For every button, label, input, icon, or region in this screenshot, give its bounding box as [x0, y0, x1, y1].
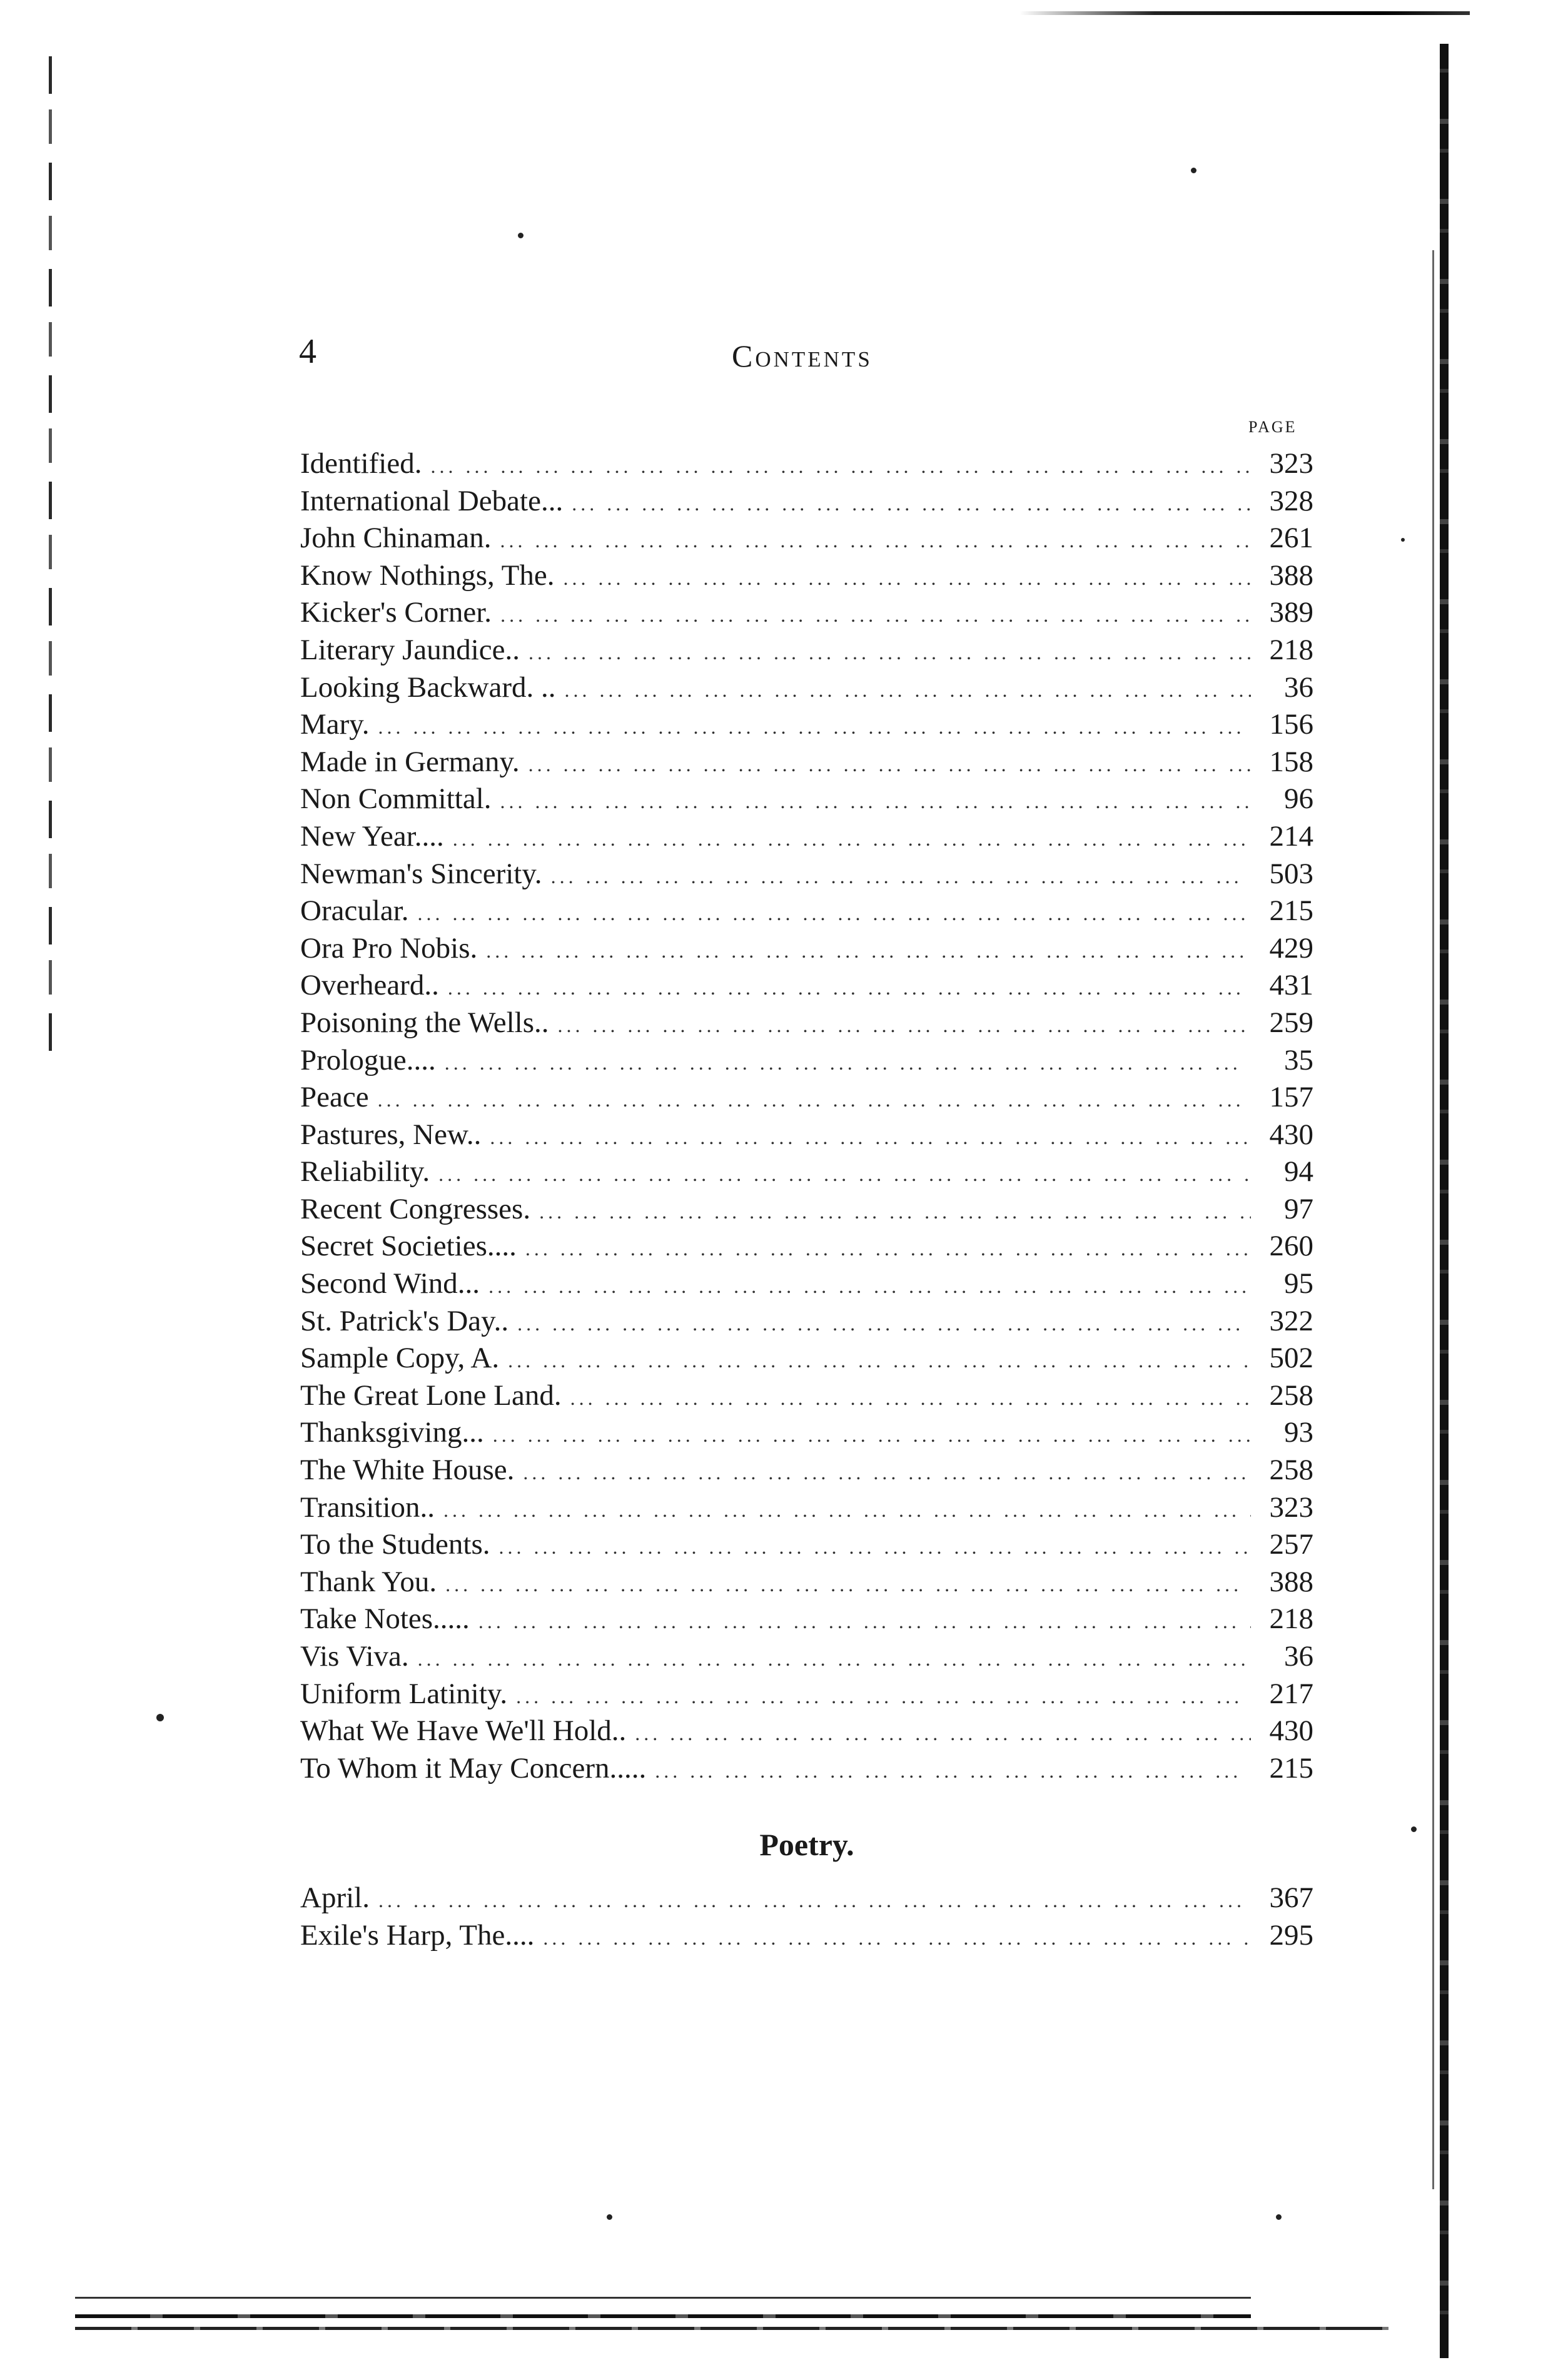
entry-page-number: 218 [1269, 1603, 1313, 1636]
speck [156, 1714, 164, 1721]
dot-leader [499, 1529, 1251, 1566]
dot-leader [488, 1268, 1251, 1305]
toc-entry [300, 1079, 1313, 1117]
entry-page-number: 97 [1284, 1192, 1313, 1225]
entry-title: The Great Lone Land. [300, 1379, 562, 1412]
entry-page-number: 388 [1269, 1565, 1313, 1598]
toc-entry [300, 706, 1313, 744]
dot-leader [529, 634, 1251, 672]
toc-entry [300, 557, 1313, 595]
entry-title: Know Nothings, The. [300, 559, 555, 592]
entry-title: Oracular. [300, 894, 409, 928]
dot-leader [378, 1882, 1251, 1920]
entry-title: Recent Congresses. [300, 1192, 531, 1225]
entry-page-number: 367 [1269, 1881, 1313, 1914]
toc-entry [300, 594, 1313, 632]
entry-page-number: 96 [1284, 782, 1313, 816]
toc-entry [300, 1377, 1313, 1415]
entry-title: What We Have We'll Hold.. [300, 1714, 627, 1748]
entry-title: Made in Germany. [300, 745, 520, 778]
toc-entry [300, 1638, 1313, 1676]
dot-leader [443, 1492, 1251, 1529]
speck [1276, 2214, 1282, 2220]
dot-leader [523, 1454, 1251, 1492]
dot-leader [500, 783, 1252, 821]
entry-page-number: 261 [1269, 522, 1313, 555]
toc-entry [300, 520, 1313, 557]
entry-title: Overheard.. [300, 969, 439, 1002]
toc-entry [300, 483, 1313, 520]
dot-leader [445, 1045, 1251, 1082]
entry-title: To the Students. [300, 1528, 490, 1561]
entry-title: The White House. [300, 1454, 515, 1487]
page-column-label: PAGE [1248, 418, 1297, 436]
speck [607, 2214, 612, 2220]
dot-leader [486, 933, 1251, 970]
entry-page-number: 257 [1269, 1528, 1313, 1561]
poetry-heading: Poetry. [759, 1827, 854, 1862]
entry-page-number: 95 [1284, 1267, 1313, 1300]
entry-title: Literary Jaundice.. [300, 633, 520, 666]
dot-leader [445, 1566, 1251, 1604]
dot-leader [418, 895, 1251, 933]
entry-page-number: 430 [1269, 1118, 1313, 1151]
entry-title: April. [300, 1881, 370, 1914]
toc-entry [300, 1880, 1313, 1917]
entry-page-number: 430 [1269, 1714, 1313, 1748]
entry-page-number: 93 [1284, 1416, 1313, 1449]
speck [1401, 538, 1405, 542]
entry-title: Transition.. [300, 1491, 435, 1524]
entry-title: Kicker's Corner. [300, 596, 492, 629]
dot-leader [448, 970, 1251, 1007]
entry-page-number: 259 [1269, 1006, 1313, 1039]
toc-entry [300, 1564, 1313, 1601]
toc-entry [300, 1750, 1313, 1788]
entry-title: Looking Backward. .. [300, 671, 556, 704]
entry-title: Sample Copy, A. [300, 1342, 500, 1375]
dot-leader [635, 1715, 1251, 1753]
toc-entry [300, 1153, 1313, 1191]
toc-entry [300, 1414, 1313, 1452]
toc-entry [300, 818, 1313, 856]
dot-leader [490, 1119, 1251, 1157]
scan-edge-right-inner [1432, 250, 1434, 2189]
dot-leader [430, 448, 1251, 485]
toc-entry [300, 1601, 1313, 1638]
toc-entry [300, 1117, 1313, 1154]
speck [1411, 1826, 1417, 1832]
scan-edge-right [1440, 44, 1449, 2358]
dot-leader [565, 672, 1251, 709]
dot-leader [563, 560, 1251, 597]
entry-page-number: 36 [1284, 1640, 1313, 1673]
entry-page-number: 215 [1269, 1751, 1313, 1785]
dot-leader [655, 1753, 1251, 1790]
entry-title: Secret Societies.... [300, 1230, 517, 1263]
speck [1191, 168, 1196, 173]
entry-page-number: 323 [1269, 447, 1313, 480]
dot-leader [438, 1156, 1251, 1193]
entry-page-number: 258 [1269, 1379, 1313, 1412]
entry-page-number: 431 [1269, 969, 1313, 1002]
dot-leader [418, 1641, 1251, 1678]
toc-entry [300, 1191, 1313, 1228]
entry-title: Thanksgiving... [300, 1416, 484, 1449]
entry-title: John Chinaman. [300, 522, 492, 555]
toc-entry [300, 781, 1313, 818]
dot-leader [551, 858, 1251, 896]
scan-edge-bottom-2 [75, 2314, 1251, 2318]
dot-leader [539, 1193, 1251, 1231]
entry-page-number: 156 [1269, 708, 1313, 741]
entry-title: Take Notes..... [300, 1603, 470, 1636]
entry-page-number: 215 [1269, 894, 1313, 928]
toc-entry [300, 1265, 1313, 1303]
dot-leader [500, 597, 1251, 634]
entry-page-number: 323 [1269, 1491, 1313, 1524]
entry-title: Second Wind... [300, 1267, 480, 1300]
entry-title: Peace [300, 1081, 369, 1114]
entry-title: Prologue.... [300, 1043, 436, 1076]
entry-title: Identified. [300, 447, 422, 480]
dot-leader [557, 1007, 1251, 1045]
poetry-list [300, 1880, 1313, 1954]
entry-page-number: 214 [1269, 819, 1313, 853]
entry-title: Vis Viva. [300, 1640, 409, 1673]
scan-edge-bottom-3 [75, 2327, 1388, 2330]
scan-edge-top [1019, 11, 1470, 15]
entry-page-number: 35 [1284, 1043, 1313, 1076]
dot-leader [516, 1678, 1251, 1716]
toc-entry [300, 1303, 1313, 1340]
toc-entry [300, 967, 1313, 1005]
entry-page-number: 94 [1284, 1155, 1313, 1188]
entry-title: Mary. [300, 708, 370, 741]
toc-entry [300, 1005, 1313, 1042]
entry-title: Newman's Sincerity. [300, 857, 542, 890]
toc-entry [300, 1489, 1313, 1527]
entry-title: International Debate... [300, 484, 564, 517]
dot-leader [453, 821, 1251, 858]
toc-entry [300, 1676, 1313, 1713]
dot-leader [572, 485, 1251, 523]
contents-list [300, 445, 1313, 1787]
entry-page-number: 328 [1269, 484, 1313, 517]
entry-title: Uniform Latinity. [300, 1677, 508, 1710]
dot-leader [543, 1920, 1251, 1957]
toc-entry [300, 1042, 1313, 1080]
toc-entry [300, 1526, 1313, 1564]
running-head: Contents [732, 338, 873, 373]
toc-entry [300, 445, 1313, 483]
toc-entry [300, 744, 1313, 781]
entry-title: Poisoning the Wells.. [300, 1006, 549, 1039]
toc-entry [300, 632, 1313, 669]
entry-page-number: 258 [1269, 1454, 1313, 1487]
speck [518, 233, 524, 238]
entry-page-number: 503 [1269, 857, 1313, 890]
dot-leader [378, 1081, 1251, 1119]
scan-edge-left [49, 56, 52, 1057]
entry-page-number: 429 [1269, 931, 1313, 965]
dot-leader [508, 1342, 1251, 1380]
dot-leader [500, 522, 1251, 560]
entry-title: New Year.... [300, 819, 444, 853]
entry-page-number: 389 [1269, 596, 1313, 629]
entry-page-number: 217 [1269, 1677, 1313, 1710]
dot-leader [493, 1417, 1251, 1454]
toc-entry [300, 930, 1313, 968]
dot-leader [529, 746, 1251, 784]
toc-entry [300, 1452, 1313, 1489]
toc-entry [300, 669, 1313, 707]
entry-title: Ora Pro Nobis. [300, 931, 478, 965]
dot-leader [517, 1305, 1251, 1343]
page-number: 4 [299, 332, 316, 371]
dot-leader [570, 1380, 1251, 1417]
toc-entry [300, 893, 1313, 930]
toc-entry [300, 1713, 1313, 1750]
entry-title: Reliability. [300, 1155, 430, 1188]
entry-title: To Whom it May Concern..... [300, 1751, 647, 1785]
entry-title: Pastures, New.. [300, 1118, 482, 1151]
entry-page-number: 218 [1269, 633, 1313, 666]
toc-entry [300, 1340, 1313, 1377]
entry-title: Non Committal. [300, 782, 492, 816]
entry-title: Thank You. [300, 1565, 437, 1598]
entry-page-number: 157 [1269, 1081, 1313, 1114]
entry-title: St. Patrick's Day.. [300, 1304, 509, 1337]
entry-page-number: 295 [1269, 1918, 1313, 1952]
toc-entry [300, 856, 1313, 893]
dot-leader [378, 709, 1251, 746]
entry-page-number: 502 [1269, 1342, 1313, 1375]
entry-page-number: 158 [1269, 745, 1313, 778]
toc-entry [300, 1917, 1313, 1955]
scan-edge-bottom-1 [75, 2297, 1251, 2299]
entry-page-number: 322 [1269, 1304, 1313, 1337]
toc-entry [300, 1228, 1313, 1265]
entry-page-number: 388 [1269, 559, 1313, 592]
entry-page-number: 260 [1269, 1230, 1313, 1263]
dot-leader [478, 1603, 1251, 1641]
entry-page-number: 36 [1284, 671, 1313, 704]
dot-leader [525, 1230, 1251, 1268]
entry-title: Exile's Harp, The.... [300, 1918, 535, 1952]
